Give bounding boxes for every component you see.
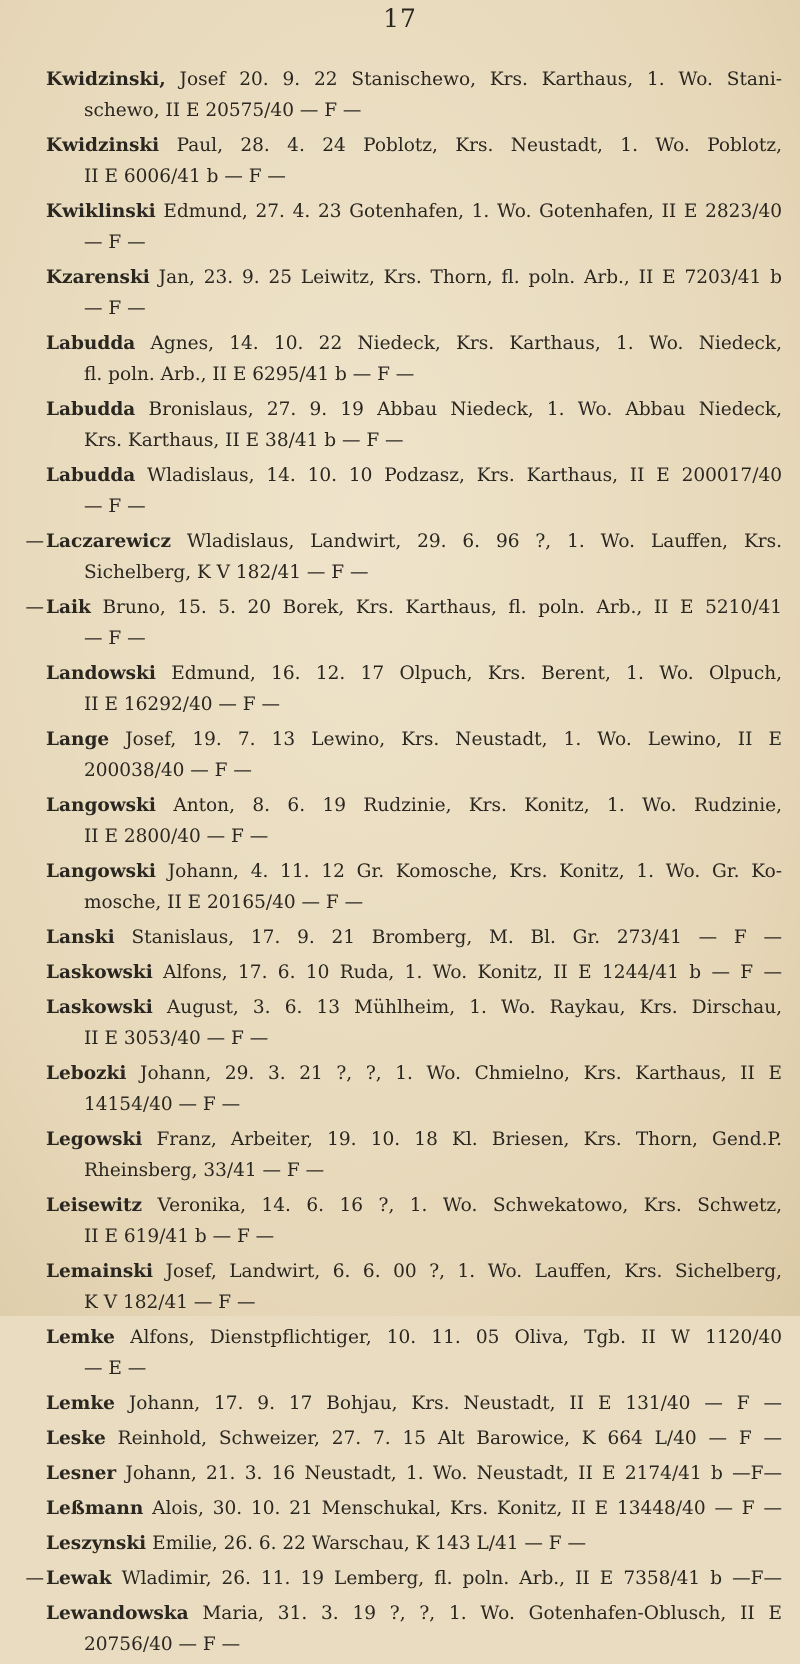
entry-surname: Laik bbox=[46, 597, 91, 618]
entry-details: Franz, Arbeiter, 19. 10. 18 Kl. Briesen, Krs. Thorn, Gend.P. bbox=[156, 1129, 782, 1150]
entry-details: Jan, 23. 9. 25 Leiwitz, Krs. Thorn, fl. poln. Arb., II E 7203/41 b bbox=[158, 267, 782, 288]
margin-dash-mark: — bbox=[25, 1568, 44, 1589]
register-entry bbox=[46, 922, 782, 953]
entry-continuation-line: 20756/40 — F — bbox=[84, 1634, 241, 1655]
entry-first-line bbox=[46, 1458, 782, 1489]
entry-first-line bbox=[46, 262, 782, 293]
register-entry bbox=[46, 394, 782, 456]
entry-continuation-line: 14154/40 — F — bbox=[84, 1094, 241, 1115]
entry-first-line bbox=[46, 1388, 782, 1419]
entry-surname: Lange bbox=[46, 729, 110, 750]
entry-first-line bbox=[46, 64, 782, 95]
entry-continuation-line: II E 2800/40 — F — bbox=[84, 826, 269, 847]
entry-surname: Leisewitz bbox=[46, 1195, 142, 1216]
register-entry bbox=[46, 1322, 782, 1384]
entry-details: Alfons, Dienstpflichtiger, 10. 11. 05 Oliva, Tgb. II W 1120/40 bbox=[130, 1327, 782, 1348]
entry-details: Agnes, 14. 10. 22 Niedeck, Krs. Karthaus, 1. Wo. Niedeck, bbox=[150, 333, 782, 354]
register-entry bbox=[46, 1256, 782, 1318]
entry-details: Johann, 17. 9. 17 Bohjau, Krs. Neustadt, II E 131/40 — F — bbox=[128, 1393, 782, 1414]
register-entry bbox=[46, 64, 782, 126]
entry-first-line bbox=[46, 856, 782, 887]
entry-surname: Labudda bbox=[46, 399, 136, 420]
entry-first-line bbox=[46, 592, 782, 623]
register-entry bbox=[46, 1423, 782, 1454]
entry-first-line bbox=[46, 790, 782, 821]
entry-details: Josef, Landwirt, 6. 6. 00 ?, 1. Wo. Lauffen, Krs. Sichelberg, bbox=[165, 1261, 782, 1282]
entry-surname: Langowski bbox=[46, 861, 156, 882]
entry-details: Wladimir, 26. 11. 19 Lemberg, fl. poln. Arb., II E 7358/41 b —F— bbox=[121, 1568, 782, 1589]
entry-surname: Lewak bbox=[46, 1568, 112, 1589]
register-entry bbox=[46, 196, 782, 258]
register-entry bbox=[46, 1124, 782, 1186]
entry-first-line bbox=[46, 724, 782, 755]
margin-dash-mark: — bbox=[25, 531, 44, 552]
register-entry bbox=[46, 658, 782, 720]
register-entry bbox=[46, 790, 782, 852]
register-entry bbox=[46, 1458, 782, 1489]
entry-first-line bbox=[46, 1190, 782, 1221]
entry-continuation-line: II E 619/41 b — F — bbox=[84, 1226, 275, 1247]
entry-continuation-line: 200038/40 — F — bbox=[84, 760, 252, 781]
entry-continuation-line: — F — bbox=[84, 298, 146, 319]
entry-first-line bbox=[46, 1256, 782, 1287]
page-number: 17 bbox=[383, 4, 417, 33]
register-entry bbox=[46, 1598, 782, 1660]
entry-surname: Lemainski bbox=[46, 1261, 154, 1282]
entry-details: Edmund, 16. 12. 17 Olpuch, Krs. Berent, 1. Wo. Olpuch, bbox=[171, 663, 782, 684]
entry-first-line bbox=[46, 658, 782, 689]
register-entry bbox=[46, 1388, 782, 1419]
entry-continuation-line: fl. poln. Arb., II E 6295/41 b — F — bbox=[84, 364, 415, 385]
register-entry bbox=[46, 328, 782, 390]
entry-surname: Legowski bbox=[46, 1129, 143, 1150]
entry-details: Bruno, 15. 5. 20 Borek, Krs. Karthaus, fl. poln. Arb., II E 5210/41 bbox=[102, 597, 782, 618]
entry-details: Johann, 29. 3. 21 ?, ?, 1. Wo. Chmielno, Krs. Karthaus, II E bbox=[140, 1063, 782, 1084]
entry-surname: Kwiklinski bbox=[46, 201, 156, 222]
entry-first-line bbox=[46, 1423, 782, 1454]
register-entry bbox=[46, 992, 782, 1054]
register-entry bbox=[46, 1190, 782, 1252]
register-entry bbox=[46, 130, 782, 192]
entry-first-line bbox=[46, 394, 782, 425]
entry-details: Edmund, 27. 4. 23 Gotenhafen, 1. Wo. Gotenhafen, II E 2823/40 bbox=[163, 201, 782, 222]
entry-continuation-line: schewo, II E 20575/40 — F — bbox=[84, 100, 362, 121]
entry-continuation-line: mosche, II E 20165/40 — F — bbox=[84, 892, 364, 913]
entry-first-line bbox=[46, 1563, 782, 1594]
entry-surname: Lemke bbox=[46, 1327, 115, 1348]
register-entry bbox=[46, 1058, 782, 1120]
entry-details: Johann, 4. 11. 12 Gr. Komosche, Krs. Konitz, 1. Wo. Gr. Ko- bbox=[167, 861, 782, 882]
entry-surname: Leske bbox=[46, 1428, 106, 1449]
entry-details: August, 3. 6. 13 Mühlheim, 1. Wo. Raykau, Krs. Dirschau, bbox=[166, 997, 782, 1018]
margin-dash-mark: — bbox=[25, 597, 44, 618]
entry-first-line bbox=[46, 1493, 782, 1524]
entry-surname: Kwidzinski bbox=[46, 135, 160, 156]
entry-first-line bbox=[46, 328, 782, 359]
entry-first-line bbox=[46, 1528, 782, 1559]
entry-first-line bbox=[46, 526, 782, 557]
register-entry bbox=[46, 856, 782, 918]
register-entry bbox=[46, 957, 782, 988]
entry-continuation-line: Rheinsberg, 33/41 — F — bbox=[84, 1160, 325, 1181]
entry-surname: Kwidzinski, bbox=[46, 69, 166, 90]
entry-details: Reinhold, Schweizer, 27. 7. 15 Alt Barowice, K 664 L/40 — F — bbox=[117, 1428, 782, 1449]
entry-first-line bbox=[46, 460, 782, 491]
entry-surname: Labudda bbox=[46, 465, 136, 486]
entry-details: Emilie, 26. 6. 22 Warschau, K 143 L/41 — F — bbox=[152, 1533, 587, 1554]
entry-continuation-line: — F — bbox=[84, 628, 146, 649]
entry-first-line bbox=[46, 957, 782, 988]
entry-continuation-line: Sichelberg, K V 182/41 — F — bbox=[84, 562, 369, 583]
entry-surname: Laczarewicz bbox=[46, 531, 171, 552]
entry-continuation-line: Krs. Karthaus, II E 38/41 b — F — bbox=[84, 430, 404, 451]
entry-surname: Lemke bbox=[46, 1393, 115, 1414]
entry-details: Alois, 30. 10. 21 Menschukal, Krs. Konitz, II E 13448/40 — F — bbox=[152, 1498, 782, 1519]
register-entry bbox=[25, 526, 782, 588]
entry-surname: Landowski bbox=[46, 663, 156, 684]
entry-surname: Labudda bbox=[46, 333, 136, 354]
entry-details: Stanislaus, 17. 9. 21 Bromberg, M. Bl. Gr. 273/41 — F — bbox=[131, 927, 782, 948]
entry-surname: Laskowski bbox=[46, 962, 153, 983]
entry-first-line bbox=[46, 1322, 782, 1353]
entry-surname: Laskowski bbox=[46, 997, 153, 1018]
entry-surname: Lanski bbox=[46, 927, 115, 948]
entry-details: Wladislaus, Landwirt, 29. 6. 96 ?, 1. Wo. Lauffen, Krs. bbox=[186, 531, 782, 552]
entry-continuation-line: — E — bbox=[84, 1358, 147, 1379]
entry-details: Josef, 19. 7. 13 Lewino, Krs. Neustadt, 1. Wo. Lewino, II E bbox=[125, 729, 782, 750]
register-entry bbox=[25, 1563, 782, 1594]
entry-first-line bbox=[46, 1124, 782, 1155]
entry-first-line bbox=[46, 992, 782, 1023]
register-entry bbox=[46, 1528, 782, 1559]
entry-surname: Leßmann bbox=[46, 1498, 144, 1519]
register-entry bbox=[25, 592, 782, 654]
register-entry bbox=[46, 460, 782, 522]
entry-continuation-line: II E 6006/41 b — F — bbox=[84, 166, 286, 187]
entry-surname: Langowski bbox=[46, 795, 156, 816]
entry-continuation-line: K V 182/41 — F — bbox=[84, 1292, 256, 1313]
entry-surname: Lebozki bbox=[46, 1063, 127, 1084]
entry-details: Johann, 21. 3. 16 Neustadt, 1. Wo. Neustadt, II E 2174/41 b —F— bbox=[125, 1463, 782, 1484]
entry-continuation-line: II E 3053/40 — F — bbox=[84, 1028, 269, 1049]
entry-first-line bbox=[46, 1058, 782, 1089]
entry-surname: Leszynski bbox=[46, 1533, 147, 1554]
entry-details: Alfons, 17. 6. 10 Ruda, 1. Wo. Konitz, II E 1244/41 b — F — bbox=[163, 962, 782, 983]
entry-details: Josef 20. 9. 22 Stanischewo, Krs. Karthaus, 1. Wo. Stani- bbox=[179, 69, 782, 90]
entry-surname: Lesner bbox=[46, 1463, 117, 1484]
entry-first-line bbox=[46, 1598, 782, 1629]
entry-surname: Kzarenski bbox=[46, 267, 150, 288]
entry-details: Paul, 28. 4. 24 Poblotz, Krs. Neustadt, 1. Wo. Poblotz, bbox=[176, 135, 782, 156]
register-entry bbox=[46, 1493, 782, 1524]
entry-continuation-line: — F — bbox=[84, 496, 146, 517]
entry-details: Anton, 8. 6. 19 Rudzinie, Krs. Konitz, 1. Wo. Rudzinie, bbox=[173, 795, 782, 816]
entry-continuation-line: II E 16292/40 — F — bbox=[84, 694, 280, 715]
entry-surname: Lewandowska bbox=[46, 1603, 189, 1624]
entry-continuation-line: — F — bbox=[84, 232, 146, 253]
entry-first-line bbox=[46, 130, 782, 161]
entry-details: Veronika, 14. 6. 16 ?, 1. Wo. Schwekatowo, Krs. Schwetz, bbox=[157, 1195, 782, 1216]
entry-first-line bbox=[46, 922, 782, 953]
entry-details: Maria, 31. 3. 19 ?, ?, 1. Wo. Gotenhafen-Oblusch, II E bbox=[202, 1603, 782, 1624]
entry-first-line bbox=[46, 196, 782, 227]
entry-details: Bronislaus, 27. 9. 19 Abbau Niedeck, 1. Wo. Abbau Niedeck, bbox=[148, 399, 782, 420]
entry-list bbox=[0, 64, 800, 1664]
entry-details: Wladislaus, 14. 10. 10 Podzasz, Krs. Karthaus, II E 200017/40 bbox=[147, 465, 782, 486]
register-entry bbox=[46, 262, 782, 324]
register-entry bbox=[46, 724, 782, 786]
